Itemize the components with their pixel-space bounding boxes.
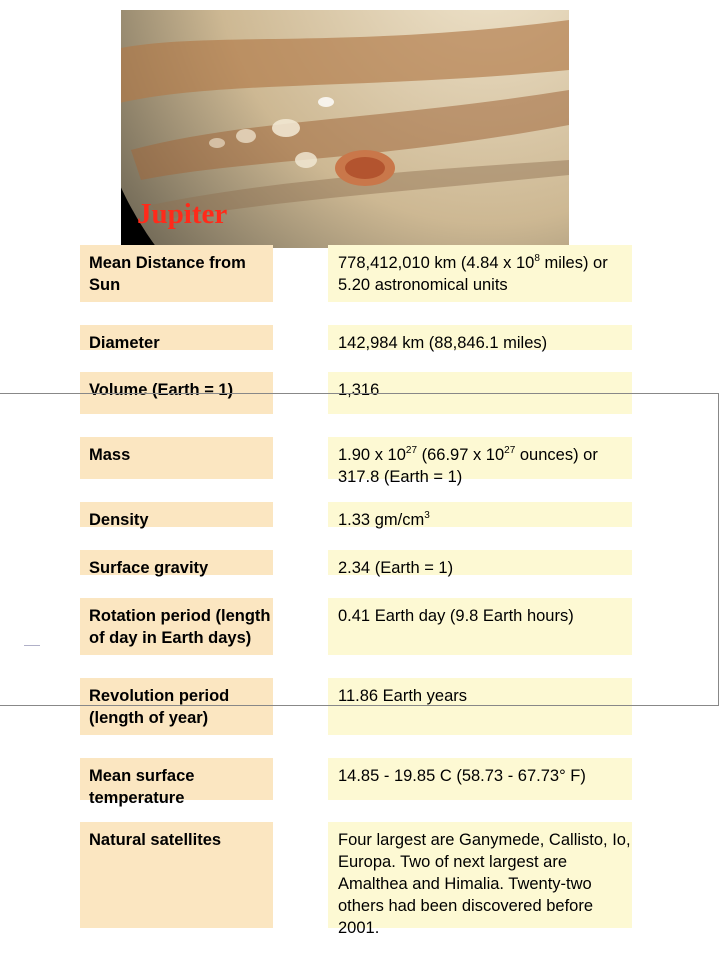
row-value: 0.41 Earth day (9.8 Earth hours): [328, 598, 632, 655]
planet-title: Jupiter: [137, 198, 228, 230]
row-value: 2.34 (Earth = 1): [328, 550, 632, 575]
row-label: Density: [80, 502, 273, 527]
row-value: 1.33 $gm/cm^3$: [328, 502, 632, 527]
row-value: 1.90 x $10^{27}$ (66.97 x $10^{27}$ ounces) or 317.8 (Earth = 1): [328, 437, 632, 479]
row-label: Natural satellites: [80, 822, 273, 928]
row-value: 1,316: [328, 372, 632, 414]
row-label: Revolution period (length of year): [80, 678, 273, 735]
row-value: 142,984 km (88,846.1 miles): [328, 325, 632, 350]
row-value: 14.85 - 19.85 C (58.73 - 67.73° F): [328, 758, 632, 800]
jupiter-image: [121, 10, 569, 248]
row-label: Diameter: [80, 325, 273, 350]
row-value: 11.86 Earth years: [328, 678, 632, 735]
row-value: 778,412,010 km (4.84 x $10^8$ miles) or 5.20 astronomical units: [328, 245, 632, 302]
row-label: Volume (Earth = 1): [80, 372, 273, 414]
row-label: Rotation period (length of day in Earth days): [80, 598, 273, 655]
row-label: Mass: [80, 437, 273, 479]
divider-mark: [24, 645, 40, 646]
row-label: Mean Distance from Sun: [80, 245, 273, 302]
row-value: Four largest are Ganymede, Callisto, Io, Europa. Two of next largest are Amalthea and Himalia. Twenty-two others had been discovered before 2001.: [328, 822, 632, 928]
row-label: Surface gravity: [80, 550, 273, 575]
row-label: Mean surface temperature: [80, 758, 273, 800]
